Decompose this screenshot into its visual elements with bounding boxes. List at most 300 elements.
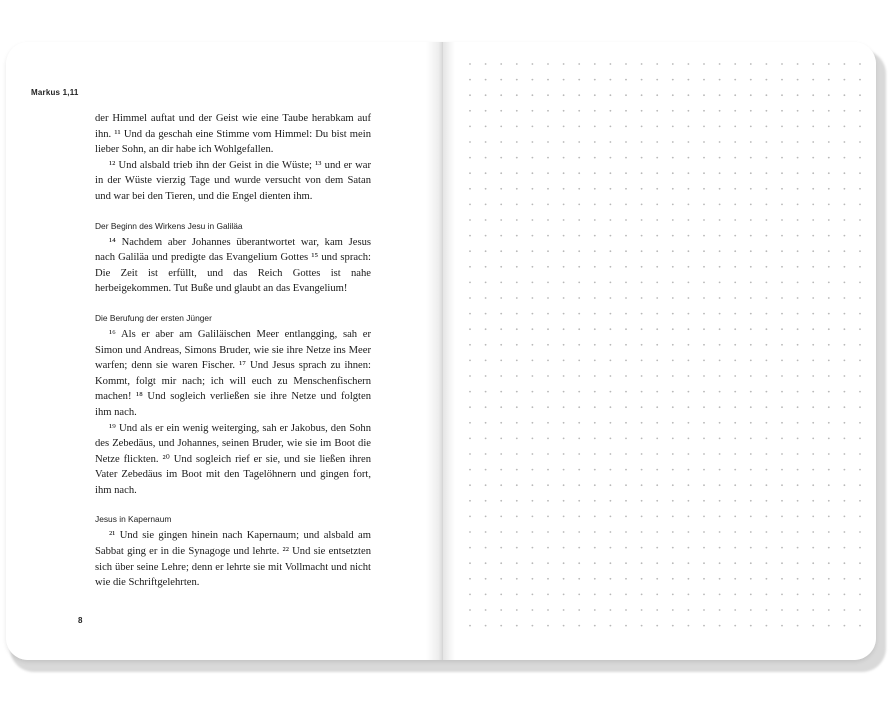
grid-dot (750, 391, 752, 393)
grid-dot (469, 157, 471, 159)
grid-dot (563, 484, 565, 486)
grid-dot (781, 63, 783, 65)
grid-dot (719, 79, 721, 81)
grid-dot (578, 484, 580, 486)
grid-dot (844, 484, 846, 486)
grid-dot (859, 219, 861, 221)
grid-dot (641, 406, 643, 408)
grid-dot (812, 438, 814, 440)
grid-dot (641, 375, 643, 377)
grid-dot (625, 625, 627, 627)
grid-dot (844, 282, 846, 284)
grid-dot (859, 562, 861, 564)
grid-dot (859, 344, 861, 346)
grid-dot (859, 63, 861, 65)
grid-dot (485, 344, 487, 346)
grid-dot (734, 422, 736, 424)
grid-dot (578, 516, 580, 518)
grid-dot (812, 328, 814, 330)
grid-dot (828, 406, 830, 408)
grid-dot (719, 422, 721, 424)
grid-dot (844, 531, 846, 533)
grid-dot (610, 625, 612, 627)
grid-dot (766, 360, 768, 362)
grid-dot (750, 79, 752, 81)
grid-dot (469, 79, 471, 81)
grid-dot (656, 172, 658, 174)
grid-dot (766, 438, 768, 440)
grid-dot (656, 126, 658, 128)
grid-dot (516, 297, 518, 299)
grid-dot (703, 282, 705, 284)
grid-dot (734, 609, 736, 611)
grid-dot (750, 110, 752, 112)
text-paragraph: ¹⁴ Nachdem aber Johannes überantwortet war, kam Jesus nach Galiläa und predigte das Evangelium Gottes ¹⁵ und sprach: Die Zeit ist erfüllt, und das Reich Gottes ist nahe herbeigekommen. Tut Buße und glaubt an das Evangelium! (95, 236, 371, 295)
grid-dot (734, 391, 736, 393)
grid-dot (594, 204, 596, 206)
grid-dot (844, 453, 846, 455)
grid-dot (828, 297, 830, 299)
grid-dot (812, 469, 814, 471)
grid-dot (812, 188, 814, 190)
grid-dot (781, 516, 783, 518)
grid-dot (781, 235, 783, 237)
grid-dot (734, 562, 736, 564)
grid-dot (688, 469, 690, 471)
grid-dot (750, 313, 752, 315)
grid-dot (625, 297, 627, 299)
grid-dot (719, 157, 721, 159)
grid-dot (500, 328, 502, 330)
grid-dot (781, 438, 783, 440)
grid-dot (594, 469, 596, 471)
grid-dot (594, 422, 596, 424)
grid-dot (703, 172, 705, 174)
grid-dot (547, 391, 549, 393)
grid-dot (703, 204, 705, 206)
grid-dot (812, 79, 814, 81)
grid-dot (859, 375, 861, 377)
grid-dot (859, 484, 861, 486)
grid-dot (563, 141, 565, 143)
grid-dot (563, 250, 565, 252)
grid-dot (641, 266, 643, 268)
grid-dot (797, 578, 799, 580)
grid-dot (563, 266, 565, 268)
grid-dot (828, 422, 830, 424)
section-heading: Der Beginn des Wirkens Jesu in Galiläa (95, 220, 243, 231)
grid-dot (766, 126, 768, 128)
grid-dot (485, 235, 487, 237)
grid-dot (656, 157, 658, 159)
grid-dot (719, 188, 721, 190)
grid-dot (766, 562, 768, 564)
grid-dot (859, 188, 861, 190)
grid-dot (797, 625, 799, 627)
grid-dot (610, 578, 612, 580)
grid-dot (469, 204, 471, 206)
grid-dot (719, 609, 721, 611)
grid-dot (703, 547, 705, 549)
grid-dot (578, 313, 580, 315)
grid-dot (500, 282, 502, 284)
grid-dot (688, 172, 690, 174)
grid-dot (641, 79, 643, 81)
grid-dot (812, 422, 814, 424)
grid-dot (516, 516, 518, 518)
grid-dot (532, 453, 534, 455)
grid-dot (672, 453, 674, 455)
grid-dot (656, 469, 658, 471)
grid-dot (594, 500, 596, 502)
grid-dot (656, 391, 658, 393)
grid-dot (547, 282, 549, 284)
grid-dot (500, 422, 502, 424)
grid-dot (516, 562, 518, 564)
grid-dot (625, 578, 627, 580)
grid-dot (625, 141, 627, 143)
grid-dot (703, 110, 705, 112)
grid-dot (719, 406, 721, 408)
grid-dot (766, 484, 768, 486)
grid-dot (532, 625, 534, 627)
grid-dot (750, 219, 752, 221)
grid-dot (563, 94, 565, 96)
grid-dot (610, 469, 612, 471)
grid-dot (859, 547, 861, 549)
grid-dot (797, 126, 799, 128)
grid-dot (500, 172, 502, 174)
grid-dot (610, 141, 612, 143)
grid-dot (485, 469, 487, 471)
grid-dot (750, 94, 752, 96)
grid-dot (578, 110, 580, 112)
grid-dot (625, 63, 627, 65)
grid-dot (797, 94, 799, 96)
grid-dot (688, 453, 690, 455)
grid-dot (859, 235, 861, 237)
grid-dot (828, 562, 830, 564)
grid-dot (781, 594, 783, 596)
grid-dot (797, 484, 799, 486)
grid-dot (578, 422, 580, 424)
grid-dot (844, 594, 846, 596)
grid-dot (625, 188, 627, 190)
grid-dot (672, 188, 674, 190)
grid-dot (828, 141, 830, 143)
grid-dot (750, 297, 752, 299)
grid-dot (828, 484, 830, 486)
grid-dot (688, 219, 690, 221)
grid-dot (578, 63, 580, 65)
grid-dot (594, 94, 596, 96)
grid-dot (610, 266, 612, 268)
grid-dot (828, 235, 830, 237)
grid-dot (781, 547, 783, 549)
grid-dot (641, 360, 643, 362)
grid-dot (672, 594, 674, 596)
grid-dot (594, 391, 596, 393)
grid-dot (672, 406, 674, 408)
grid-dot (812, 360, 814, 362)
grid-dot (563, 172, 565, 174)
grid-dot (563, 188, 565, 190)
grid-dot (532, 172, 534, 174)
grid-dot (734, 375, 736, 377)
grid-dot (672, 141, 674, 143)
grid-dot (516, 360, 518, 362)
grid-dot (859, 625, 861, 627)
grid-dot (625, 375, 627, 377)
grid-dot (578, 406, 580, 408)
grid-dot (859, 469, 861, 471)
grid-dot (734, 313, 736, 315)
grid-dot (734, 188, 736, 190)
grid-dot (563, 344, 565, 346)
grid-dot (672, 438, 674, 440)
grid-dot (812, 500, 814, 502)
grid-dot (516, 204, 518, 206)
grid-dot (688, 188, 690, 190)
grid-dot (828, 547, 830, 549)
grid-dot (625, 282, 627, 284)
grid-dot (485, 547, 487, 549)
grid-dot (625, 94, 627, 96)
grid-dot (594, 313, 596, 315)
grid-dot (563, 469, 565, 471)
grid-dot (688, 126, 690, 128)
grid-dot (828, 578, 830, 580)
grid-dot (688, 562, 690, 564)
grid-dot (672, 204, 674, 206)
grid-dot (734, 63, 736, 65)
grid-dot (672, 172, 674, 174)
grid-dot (469, 422, 471, 424)
grid-dot (734, 235, 736, 237)
grid-dot (812, 344, 814, 346)
grid-dot (688, 157, 690, 159)
grid-dot (797, 235, 799, 237)
grid-dot (781, 94, 783, 96)
grid-dot (532, 547, 534, 549)
grid-dot (578, 469, 580, 471)
grid-dot (828, 625, 830, 627)
grid-dot (656, 562, 658, 564)
grid-dot (672, 516, 674, 518)
grid-dot (641, 63, 643, 65)
grid-dot (703, 235, 705, 237)
grid-dot (485, 313, 487, 315)
grid-dot (672, 79, 674, 81)
grid-dot (734, 110, 736, 112)
grid-dot (750, 328, 752, 330)
grid-dot (828, 266, 830, 268)
grid-dot (688, 516, 690, 518)
left-page (6, 42, 440, 660)
grid-dot (844, 94, 846, 96)
grid-dot (500, 406, 502, 408)
section-heading: Die Berufung der ersten Jünger (95, 312, 212, 323)
grid-dot (781, 375, 783, 377)
grid-dot (547, 126, 549, 128)
grid-dot (812, 547, 814, 549)
grid-dot (469, 562, 471, 564)
grid-dot (781, 204, 783, 206)
grid-dot (672, 250, 674, 252)
grid-dot (797, 609, 799, 611)
grid-dot (828, 313, 830, 315)
grid-dot (672, 344, 674, 346)
grid-dot (641, 297, 643, 299)
grid-dot (641, 235, 643, 237)
grid-dot (703, 625, 705, 627)
grid-dot (500, 250, 502, 252)
grid-dot (469, 360, 471, 362)
grid-dot (781, 126, 783, 128)
grid-dot (610, 219, 612, 221)
grid-dot (578, 188, 580, 190)
grid-dot (485, 609, 487, 611)
grid-dot (516, 469, 518, 471)
grid-dot (703, 469, 705, 471)
grid-dot (750, 547, 752, 549)
grid-dot (719, 110, 721, 112)
grid-dot (625, 219, 627, 221)
grid-dot (844, 375, 846, 377)
grid-dot (703, 344, 705, 346)
grid-dot (734, 297, 736, 299)
grid-dot (703, 63, 705, 65)
grid-dot (578, 453, 580, 455)
grid-dot (656, 141, 658, 143)
grid-dot (547, 63, 549, 65)
text-paragraph: ¹⁶ Als er aber am Galiläischen Meer entlangging, sah er Simon und Andreas, Simons Bruder, wie sie ihre Netze ins Meer warfen; denn sie waren Fischer. ¹⁷ Und Jesus sprach zu ihnen: Kommt, folgt mir nach; ich will euch zu Menschenfischern machen! ¹⁸ Und sogleich verließen sie ihre Netze und folgten ihm nach. (95, 328, 371, 418)
grid-dot (532, 219, 534, 221)
grid-dot (500, 266, 502, 268)
grid-dot (672, 500, 674, 502)
grid-dot (469, 469, 471, 471)
grid-dot (469, 609, 471, 611)
grid-dot (547, 141, 549, 143)
grid-dot (547, 297, 549, 299)
grid-dot (641, 282, 643, 284)
grid-dot (485, 204, 487, 206)
grid-dot (703, 531, 705, 533)
grid-dot (766, 609, 768, 611)
grid-dot (719, 63, 721, 65)
grid-dot (485, 63, 487, 65)
grid-dot (750, 235, 752, 237)
grid-dot (485, 422, 487, 424)
grid-dot (688, 625, 690, 627)
grid-dot (719, 391, 721, 393)
grid-dot (797, 531, 799, 533)
grid-dot (532, 204, 534, 206)
grid-dot (828, 172, 830, 174)
grid-dot (750, 250, 752, 252)
grid-dot (703, 94, 705, 96)
grid-dot (594, 157, 596, 159)
grid-dot (610, 79, 612, 81)
grid-dot (485, 406, 487, 408)
grid-dot (812, 94, 814, 96)
grid-dot (828, 375, 830, 377)
grid-dot (610, 484, 612, 486)
grid-dot (672, 282, 674, 284)
grid-dot (781, 422, 783, 424)
grid-dot (547, 188, 549, 190)
grid-dot (641, 500, 643, 502)
grid-dot (485, 562, 487, 564)
grid-dot (750, 282, 752, 284)
grid-dot (485, 391, 487, 393)
grid-dot (719, 375, 721, 377)
grid-dot (610, 500, 612, 502)
grid-dot (844, 219, 846, 221)
grid-dot (594, 235, 596, 237)
grid-dot (532, 250, 534, 252)
grid-dot (594, 578, 596, 580)
grid-dot (594, 547, 596, 549)
grid-dot (625, 204, 627, 206)
grid-dot (719, 531, 721, 533)
grid-dot (812, 391, 814, 393)
grid-dot (797, 516, 799, 518)
grid-dot (532, 422, 534, 424)
grid-dot (844, 578, 846, 580)
grid-dot (750, 531, 752, 533)
grid-dot (828, 594, 830, 596)
grid-dot (610, 250, 612, 252)
grid-dot (485, 297, 487, 299)
grid-dot (532, 188, 534, 190)
grid-dot (516, 282, 518, 284)
grid-dot (859, 531, 861, 533)
grid-dot (859, 609, 861, 611)
grid-dot (656, 344, 658, 346)
grid-dot (688, 438, 690, 440)
grid-dot (641, 531, 643, 533)
grid-dot (500, 313, 502, 315)
grid-dot (516, 578, 518, 580)
grid-dot (844, 344, 846, 346)
grid-dot (766, 235, 768, 237)
grid-dot (750, 422, 752, 424)
grid-dot (547, 562, 549, 564)
grid-dot (781, 250, 783, 252)
grid-dot (485, 157, 487, 159)
grid-dot (485, 110, 487, 112)
grid-dot (750, 157, 752, 159)
grid-dot (812, 219, 814, 221)
grid-dot (594, 609, 596, 611)
grid-dot (625, 594, 627, 596)
grid-dot (516, 219, 518, 221)
grid-dot (734, 250, 736, 252)
grid-dot (547, 422, 549, 424)
grid-dot (750, 469, 752, 471)
grid-dot (641, 438, 643, 440)
grid-dot (547, 313, 549, 315)
grid-dot (781, 500, 783, 502)
grid-dot (734, 157, 736, 159)
grid-dot (656, 297, 658, 299)
grid-dot (719, 360, 721, 362)
grid-dot (859, 172, 861, 174)
grid-dot (656, 547, 658, 549)
grid-dot (610, 157, 612, 159)
grid-dot (781, 328, 783, 330)
